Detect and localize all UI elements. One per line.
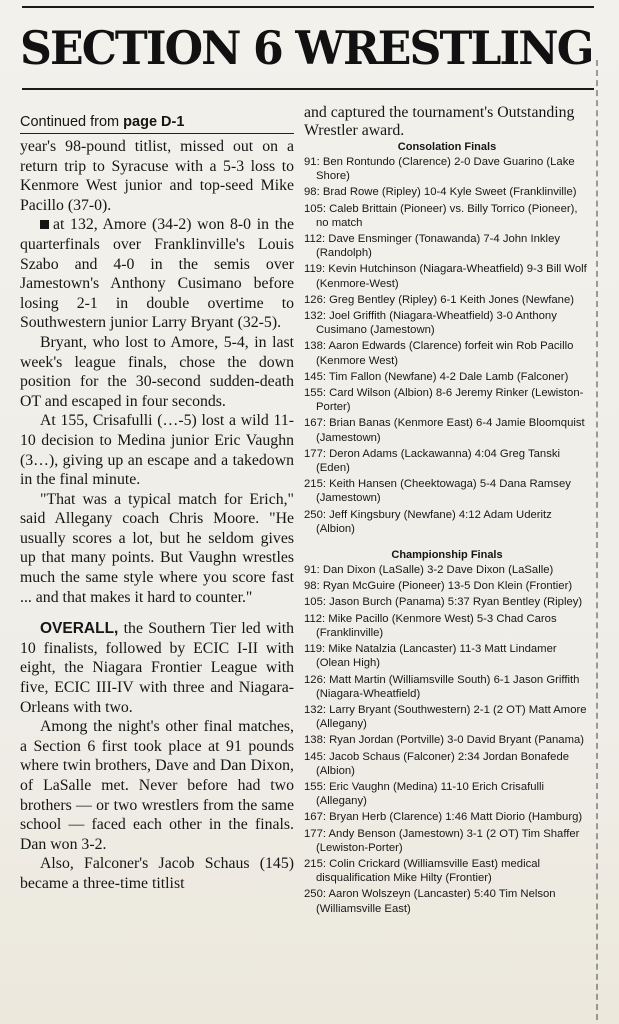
result-line: 112: Dave Ensminger (Tonawanda) 7-4 John Inkley (Randolph) xyxy=(304,233,560,260)
result-line: 98: Ryan McGuire (Pioneer) 13-5 Don Klein (Frontier) xyxy=(304,580,573,593)
paragraph-8: Also, Falconer's Jacob Schaus (145) became a three-time titlist xyxy=(20,855,294,892)
consolation-finals-heading: Consolation Finals xyxy=(397,141,497,153)
result-line: 167: Brian Banas (Kenmore East) 6-4 Jamie Bloomquist (Jamestown) xyxy=(304,417,585,444)
result-line: 215: Colin Crickard (Williamsville East) medical disqualification Mike Hilty (Frontier) xyxy=(304,857,541,885)
result-line: 91: Dan Dixon (LaSalle) 3-2 Dave Dixon (LaSalle) xyxy=(304,564,554,577)
result-line: 119: Mike Natalzia (Lancaster) 11-3 Matt Lindamer (Olean High) xyxy=(304,643,557,670)
result-line: 177: Andy Benson (Jamestown) 3-1 (2 OT) Tim Shaffer (Lewiston-Porter) xyxy=(304,827,580,854)
result-line: 126: Matt Martin (Williamsville South) 6-1 Jason Griffith (Niagara-Wheatfield) xyxy=(304,673,580,700)
paragraph-6-lead: OVERALL, xyxy=(40,620,119,638)
result-line: 132: Larry Bryant (Southwestern) 2-1 (2 OT) Matt Amore (Allegany) xyxy=(304,703,587,731)
result-line: 112: Mike Pacillo (Kenmore West) 5-3 Chad Caros (Franklinville) xyxy=(304,612,557,639)
result-line: 177: Deron Adams (Lackawanna) 4:04 Greg Tanski (Eden) xyxy=(304,447,560,475)
result-line: 215: Keith Hansen (Cheektowaga) 5-4 Dana Ramsey (Jamestown) xyxy=(304,478,571,505)
paragraph-2 xyxy=(20,215,294,333)
result-line: 105: Caleb Brittain (Pioneer) vs. Billy Torrico (Pioneer), no match xyxy=(304,202,578,229)
result-line: 155: Eric Vaughn (Medina) 11-10 Erich Crisafulli (Allegany) xyxy=(304,780,545,808)
continued-page: page D-1 xyxy=(123,114,185,130)
section-gap xyxy=(304,538,590,548)
bullet-square-icon xyxy=(40,220,49,229)
continued-prefix: Continued from xyxy=(20,114,120,130)
result-line: 98: Brad Rowe (Ripley) 10-4 Kyle Sweet (Franklinville) xyxy=(304,186,577,199)
result-line: 145: Tim Fallon (Newfane) 4-2 Dale Lamb (Falconer) xyxy=(304,370,569,383)
result-line: 105: Jason Burch (Panama) 5:37 Ryan Bentley (Ripley) xyxy=(304,596,583,609)
article-body xyxy=(20,137,294,894)
paragraph-5: "That was a typical match for Erich," said Allegany coach Chris Moore. "He usually scores a lot, but he seldom gives up that many points. But Vaughn wrestles much the same style where you score fast ... and that makes it hard to counter." xyxy=(20,490,294,606)
result-line: 145: Jacob Schaus (Falconer) 2:34 Jordan Bonafede (Albion) xyxy=(304,750,570,777)
paragraph-6 xyxy=(20,619,294,717)
page-edge-marks xyxy=(596,60,606,1020)
paragraph-1: year's 98-pound titlist, missed out on a return trip to Syracuse with a 5-3 loss to Kenmore West junior and top-seed Mike Pacillo (37-0). xyxy=(20,138,294,214)
result-line: 138: Ryan Jordan (Portville) 3-0 David Bryant (Panama) xyxy=(304,734,585,747)
paragraph-4: At 155, Crisafulli (…-5) lost a wild 11-10 decision to Medina junior Eric Vaughn (3…), giving up an escape and a takedown in the final minute. xyxy=(20,412,294,489)
result-line: 250: Aaron Wolszeyn (Lancaster) 5:40 Tim Nelson (Williamsville East) xyxy=(304,888,556,915)
right-column xyxy=(304,104,590,1020)
headline-rule xyxy=(22,88,594,90)
result-line: 91: Ben Rontundo (Clarence) 2-0 Dave Guarino (Lake Shore) xyxy=(304,156,575,183)
championship-finals-heading: Championship Finals xyxy=(391,549,503,562)
result-line: 167: Bryan Herb (Clarence) 1:46 Matt Diorio (Hamburg) xyxy=(304,811,583,824)
left-column xyxy=(20,112,294,1020)
paragraph-3: Bryant, who lost to Amore, 5-4, in last week's league finals, chose the down position for the 30-second sudden-death OT and escaped in four seconds. xyxy=(20,333,294,410)
championship-results xyxy=(304,563,590,916)
paragraph-6-text: the Southern Tier led with 10 finalists, followed by ECIC I-II with eight, the Niagara Frontier League with five, ECIC III-IV with three and Niagara-Orleans with two. xyxy=(20,620,294,716)
paragraph-7: Among the night's other final matches, a Section 6 first took place at 91 pounds where twin brothers, Dave and Dan Dixon, of LaSalle met. Never before had two brothers — or two wrestlers from the same school — faced each other in the finals. Dan won 3-2. xyxy=(20,718,294,853)
result-line: 138: Aaron Edwards (Clarence) forfeit win Rob Pacillo (Kenmore West) xyxy=(304,340,574,367)
continued-paragraph: and captured the tournament's Outstanding Wrestler award. xyxy=(304,104,575,139)
top-rule xyxy=(22,6,594,8)
headline: SECTION 6 WRESTLING xyxy=(20,21,593,75)
consolation-results xyxy=(304,155,590,536)
result-line: 132: Joel Griffith (Niagara-Wheatfield) 3-0 Anthony Cusimano (Jamestown) xyxy=(304,310,557,337)
result-line: 126: Greg Bentley (Ripley) 6-1 Keith Jones (Newfane) xyxy=(304,293,575,306)
result-line: 155: Card Wilson (Albion) 8-6 Jeremy Rinker (Lewiston-Porter) xyxy=(304,387,584,414)
result-line: 119: Kevin Hutchinson (Niagara-Wheatfield) 9-3 Bill Wolf (Kenmore-West) xyxy=(304,263,587,290)
result-line: 250: Jeff Kingsbury (Newfane) 4:12 Adam Uderitz (Albion) xyxy=(304,508,552,535)
paragraph-gap xyxy=(20,607,294,619)
continued-line xyxy=(20,112,294,134)
paragraph-2-text: at 132, Amore (34-2) won 8-0 in the quarterfinals over Franklinville's Louis Szabo and 4-0 in the semis over Jamestown's Anthony Cusimano before losing 2-1 in double overtime to Southwestern junior Larry Bryant (32-5). xyxy=(20,216,294,332)
